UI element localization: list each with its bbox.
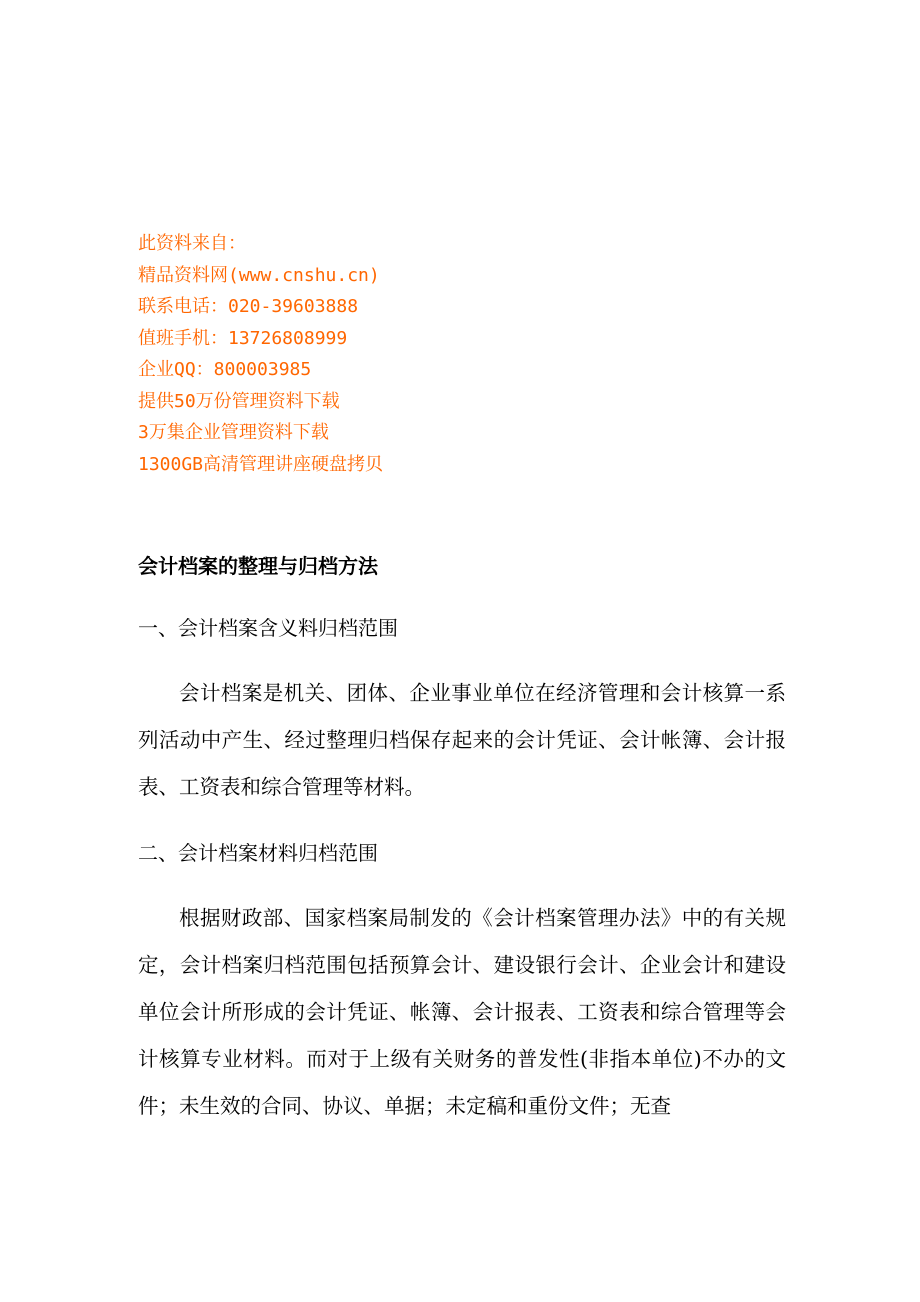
promo-line-mobile: 值班手机：13726808999	[138, 327, 348, 349]
promo-line-offer-3: 1300GB高清管理讲座硬盘拷贝	[138, 453, 384, 475]
promo-line-qq: 企业QQ：800003985	[138, 359, 312, 380]
promo-line-offer-1: 提供50万份管理资料下载	[138, 390, 340, 412]
promo-line-source: 此资料来自：	[138, 233, 246, 254]
document-body	[138, 546, 786, 1130]
section-2-heading: 二、会计档案材料归档范围	[138, 841, 378, 865]
promo-line-offer-2: 3万集企业管理资料下载	[138, 422, 329, 443]
document-title: 会计档案的整理与归档方法	[138, 554, 378, 578]
section-1-heading: 一、会计档案含义料归档范围	[138, 616, 398, 640]
promo-line-phone: 联系电话：020-39603888	[138, 296, 359, 317]
promo-block	[138, 228, 383, 480]
section-1-paragraph: 会计档案是机关、团体、企业事业单位在经济管理和会计核算一系列活动中产生、经过整理归档保存起来的会计凭证、会计帐簿、会计报表、工资表和综合管理等材料。	[138, 681, 786, 799]
section-2-paragraph: 根据财政部、国家档案局制发的《会计档案管理办法》中的有关规定，会计档案归档范围包括预算会计、建设银行会计、企业会计和建设单位会计所形成的会计凭证、帐簿、会计报表、工资表和综合管理等会计核算专业材料。而对于上级有关财务的普发性(非指本单位)不办的文件；未生效的合同、协议、单据；未定稿和重份文件；无查	[138, 906, 786, 1118]
promo-line-website: 精品资料网(www.cnshu.cn)	[138, 264, 380, 286]
